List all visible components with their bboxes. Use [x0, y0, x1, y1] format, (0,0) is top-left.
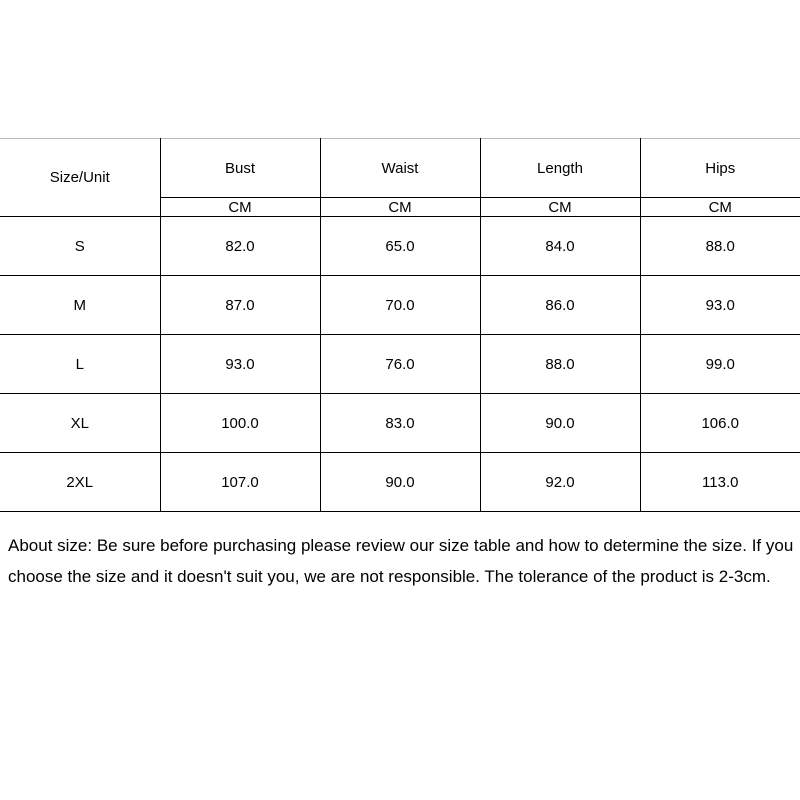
- column-header-row: [0, 139, 800, 198]
- unit-bust: CM: [160, 198, 320, 217]
- table-row: [0, 276, 800, 335]
- length-value: 88.0: [480, 335, 640, 394]
- size-chart-table: [0, 138, 800, 512]
- bust-value: 82.0: [160, 217, 320, 276]
- hips-value: 88.0: [640, 217, 800, 276]
- unit-waist: CM: [320, 198, 480, 217]
- length-value: 84.0: [480, 217, 640, 276]
- hips-value: 113.0: [640, 453, 800, 512]
- size-unit-header: Size/Unit: [0, 139, 160, 217]
- table-row: [0, 335, 800, 394]
- table-row: [0, 217, 800, 276]
- unit-hips: CM: [640, 198, 800, 217]
- hips-value: 93.0: [640, 276, 800, 335]
- hips-value: 99.0: [640, 335, 800, 394]
- size-label: L: [0, 335, 160, 394]
- size-note: About size: Be sure before purchasing please review our size table and how to determine the size. If you choose the size and it doesn't suit you, we are not responsible. The tolerance of the product is 2-3cm.: [8, 536, 794, 586]
- size-label: 2XL: [0, 453, 160, 512]
- size-label: M: [0, 276, 160, 335]
- length-value: 86.0: [480, 276, 640, 335]
- table-row: [0, 394, 800, 453]
- table-row: [0, 453, 800, 512]
- waist-value: 83.0: [320, 394, 480, 453]
- waist-value: 90.0: [320, 453, 480, 512]
- bust-value: 107.0: [160, 453, 320, 512]
- waist-value: 76.0: [320, 335, 480, 394]
- column-header-length: Length: [480, 139, 640, 198]
- length-value: 92.0: [480, 453, 640, 512]
- waist-value: 65.0: [320, 217, 480, 276]
- waist-value: 70.0: [320, 276, 480, 335]
- hips-value: 106.0: [640, 394, 800, 453]
- bust-value: 100.0: [160, 394, 320, 453]
- bust-value: 93.0: [160, 335, 320, 394]
- column-header-hips: Hips: [640, 139, 800, 198]
- size-label: XL: [0, 394, 160, 453]
- size-label: S: [0, 217, 160, 276]
- bust-value: 87.0: [160, 276, 320, 335]
- length-value: 90.0: [480, 394, 640, 453]
- column-header-waist: Waist: [320, 139, 480, 198]
- unit-length: CM: [480, 198, 640, 217]
- column-header-bust: Bust: [160, 139, 320, 198]
